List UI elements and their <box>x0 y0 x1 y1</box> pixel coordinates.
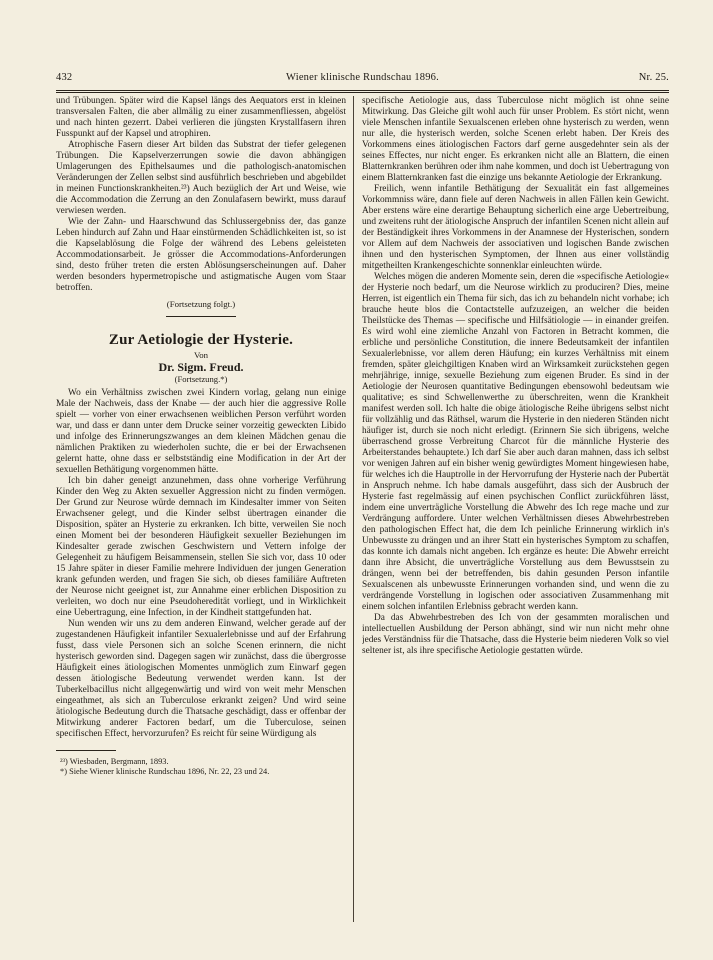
footnote: ²³) Wiesbaden, Bergmann, 1893. <box>60 757 169 766</box>
page-number: 432 <box>56 72 73 83</box>
header-rule <box>56 90 669 93</box>
article-subtitle: (Fortsetzung.*) <box>174 374 228 384</box>
issue-number: Nr. 25. <box>638 72 669 83</box>
footnote-rule <box>56 750 116 751</box>
footnote: *) Siehe Wiener klinische Rundschau 1896, Nr. 22, 23 und 24. <box>60 767 270 776</box>
section-divider <box>166 316 236 317</box>
article-paragraph: Nun wenden wir uns zu dem anderen Einwand, welcher gerade auf der zugestandenen Häufigkeit infantiler Sexualerlebnisse und auf der Erfahrung fusst, dass viele Personen sich an solche Scenen erinnern, die nicht hysterisch geworden sind. Dagegen sagen wir zunächst, dass die übergrosse Häufigkeit eines ätiologischen Momentes unmöglich zum Einwarf gegen dessen ätiologische Bedeutung verwendet werden kann. Ist der Tuberkelbacillus nicht allgegenwärtig und wird von weit mehr Menschen eingeathmet, als sich an Tuberculose erkrankt zeigen? Und wird seine ätiologische Bedeutung durch die Thatsache geschädigt, dass er offenbar der Mitwirkung anderer Factoren bedarf, um die Tuberculose, seinen specifischen Effect, hervorzurufen? Es reicht für seine Würdigung als <box>56 619 346 739</box>
continuation-note: (Fortsetzung folgt.) <box>166 299 236 309</box>
article-paragraph: Ich bin daher geneigt anzunehmen, dass ohne vorherige Verführung Kinder den Weg zu Akten sexueller Aggression nicht zu finden vermögen. Der Grund zur Neurose würde demnach im Kindesalter immer von Seiten Erwachsener gelegt, und die Kinder selbst übertragen einander die Disposition, später an Hysterie zu erkranken. Ich bitte, verweilen Sie noch einen Moment bei der besonderen Häufigkeit sexueller Beziehungen im Kindesalter gerade zwischen Geschwistern und Vettern infolge der Gelegenheit zu häufigem Beisammensein, stellen Sie sich vor, dass 10 oder 15 Jahre später in dieser Familie mehrere Individuen der jungen Generation krank gefunden werden, und fragen Sie sich, ob dieses familiäre Auftreten der Neurose nicht geeignet ist, zur Annahme einer erblichen Disposition zu verleiten, wo doch nur eine Pseudoheredität vorliegt, und in Wirklichkeit eine Uebertragung, eine Infection, in der Kindheit stattgefunden hat. <box>56 476 346 618</box>
body-paragraph: Welches mögen die anderen Momente sein, deren die »specifische Aetiologie« der Hysterie noch bedarf, um die Neurose wirklich zu produciren? Dies, meine Herren, ist eigentlich ein Thema für sich, das ich zu behandeln nicht vorhabe; ich brauche heute blos die Contactstelle aufzuzeigen, an welcher die beiden Theilstücke des Themas — specifische und Hilfsätiologie — in einander greifen. Es wird wohl eine ziemliche Anzahl von Factoren in Betracht kommen, die erbliche und persönliche Constitution, die innere Bedeutsamkeit der infantilen Sexualerlebnisse, vor allem deren Häufung; ein kurzes Verhältniss mit einem fremden, später gleichgiltigen Knaben wird an Wirksamkeit zurückstehen gegen mehrjährige, innige, sexuelle Beziehung zum eigenen Bruder. Es sind in der Aetiologie der Neurosen quantitative Bedingungen ebensowohl bedeutsam wie qualitative; es sind Schwellenwerthe zu überschreiten, wenn die Krankheit manifest werden soll. Ich halte die obige ätiologische Reihe übrigens selbst nicht für vollzählig und das Räthsel, warum die Hysterie in den niederen Ständen nicht häufiger ist, durch sie noch nicht erledigt. (Erinnern Sie sich übrigens, welche überraschend grosse Verbreitung Charcot für die männliche Hysterie des Arbeiterstandes behauptete.) Ich darf Sie aber auch daran mahnen, dass ich selbst vor wenigen Jahren auf ein bisher wenig gewürdigtes Moment hingewiesen habe, für welches ich die Hauptrolle in der Hervorrufung der Hysterie nach der Pubertät in Anspruch nehme. Ich habe damals ausgeführt, dass sich der Ausbruch der Hysterie fast regelmässig auf einen psychischen Conflict zurückführen lässt, indem eine unverträgliche Vorstellung die Abwehr des Ich rege mache und zur Verdrängung auffordere. Unter welchen Verhältnissen dieses Abwehrbestreben den pathologischen Effect hat, die dem Ich peinliche Erinnerung wirklich in's Unbewusste zu drängen und an ihrer Statt ein hysterisches Symptom zu schaffen, das konnte ich damals nicht angeben. Ich ergänze es heute: Die Abwehr erreicht dann ihre Absicht, die unverträgliche Vorstellung aus dem Bewusstsein zu drängen, wenn bei der betreffenden, bis dahin gesunden Person infantile Sexualscenen als unbewusste Erinnerungen vorhanden sind, und wenn die zu verdrängende Vorstellung in logischen oder associativen Zusammenhang mit einem solchen infantilen Erlebniss gebracht werden kann. <box>362 272 669 612</box>
body-paragraph: Atrophische Fasern dieser Art bilden das Substrat der tiefer gelegenen Trübungen. Die Kapselverzerrungen sowie die davon abhängigen Umlagerungen des Epithelsaumes und die pathologisch-anatomischen Veränderungen der Zellen selbst sind ausführlich beschrieben und abgebildet in meinen Functionskrankheiten.²³) Auch bezüglich der Art und Weise, wie die Accommodation die Zerrung an den Zonulafasern bewirkt, muss darauf verwiesen werden. <box>56 140 346 216</box>
page-header <box>56 72 669 86</box>
column-divider <box>353 96 354 922</box>
article-title: Zur Aetiologie der Hysterie. <box>108 332 294 348</box>
right-column <box>362 96 669 928</box>
article-author: Dr. Sigm. Freud. <box>158 360 244 374</box>
article-paragraph: Wo ein Verhältniss zwischen zwei Kindern vorlag, gelang nun einige Male der Nachweis, dass der Knabe — der auch hier die aggressive Rolle spielt — vorher von einer erwachsenen weiblichen Person verführt worden war, und dass er dann unter dem Drucke seiner vorzeitig geweckten Libido und infolge des Erinnerungszwanges an dem kleinen Mädchen genau die nämlichen Praktiken zu wiederholen suchte, die er bei der Erwachsenen gelernt hatte, ohne dass er selbstständig eine Modification in der Art der sexuellen Bethätigung vorgenommen hätte. <box>56 388 346 475</box>
article-byline-prefix: Von <box>193 350 208 360</box>
journal-title: Wiener klinische Rundschau 1896. <box>286 72 439 83</box>
body-paragraph: Da das Abwehrbestreben des Ich von der gesammten moralischen und intellectuellen Ausbildung der Person abhängt, sind wir nun nicht mehr ohne jedes Verständniss für die Thatsache, dass die Hysterie beim niederen Volk so viel seltener ist, als ihre specifische Aetiologie gestatten würde. <box>362 613 669 656</box>
body-paragraph: und Trübungen. Später wird die Kapsel längs des Aequators erst in kleinen transversalen Falten, die aber allmälig zu einer zusammenfliessen, abgelöst und nach hinten gezerrt. Dabei verlieren die jüngsten Krystallfasern ihren Fusspunkt auf der Kapsel und atrophiren. <box>56 96 346 139</box>
left-column <box>56 96 346 928</box>
body-paragraph: Freilich, wenn infantile Bethätigung der Sexualität ein fast allgemeines Vorkommniss wäre, dann fiele auf deren Nachweis in allen Fällen kein Gewicht. Aber erstens wäre eine derartige Behauptung sicherlich eine arge Uebertreibung, und zweitens ruht der ätiologische Anspruch der infantilen Scenen nicht allein auf der Beständigkeit ihres Vorkommens in der Anamnese der Hysterischen, sondern vor Allem auf dem Nachweis der associativen und logischen Bande zwischen ihnen und den hysterischen Symptomen, der Ihnen aus einer vollständig mitgetheilten Krankengeschichte sonnenklar einleuchten würde. <box>362 184 669 271</box>
body-paragraph: specifische Aetiologie aus, dass Tuberculose nicht möglich ist ohne seine Mitwirkung. Das Gleiche gilt wohl auch für unser Problem. Es stört nicht, wenn viele Menschen infantile Sexualscenen erleben ohne hysterisch zu werden, wenn nur alle, die hysterisch werden, solche Scenen erlebt haben. Der Kreis des Vorkommens eines ätiologischen Factors darf gerne ausgedehnter sein als der seines Effectes, nur nicht enger. Es erkranken nicht alle an Blattern, die einen Blatternkranken berühren oder ihm nahe kommen, und doch ist Uebertragung von einem Blatternkranken fast die einzige uns bekannte Aetiologie der Erkrankung. <box>362 96 669 183</box>
body-paragraph: Wie der Zahn- und Haarschwund das Schlussergebniss der, das ganze Leben hindurch auf Zahn und Haar einstürmenden Schädlichkeiten ist, so ist die Kapselablösung die Folge der während des Lebens geleisteten Accommodationsarbeit. Je grösser die Accommodations-Anforderungen sind, desto früher treten die ersten Ablösungserscheinungen auf. Daher werden besonders hypermetropische und astigmatische Augen vom Staar betroffen. <box>56 217 346 293</box>
